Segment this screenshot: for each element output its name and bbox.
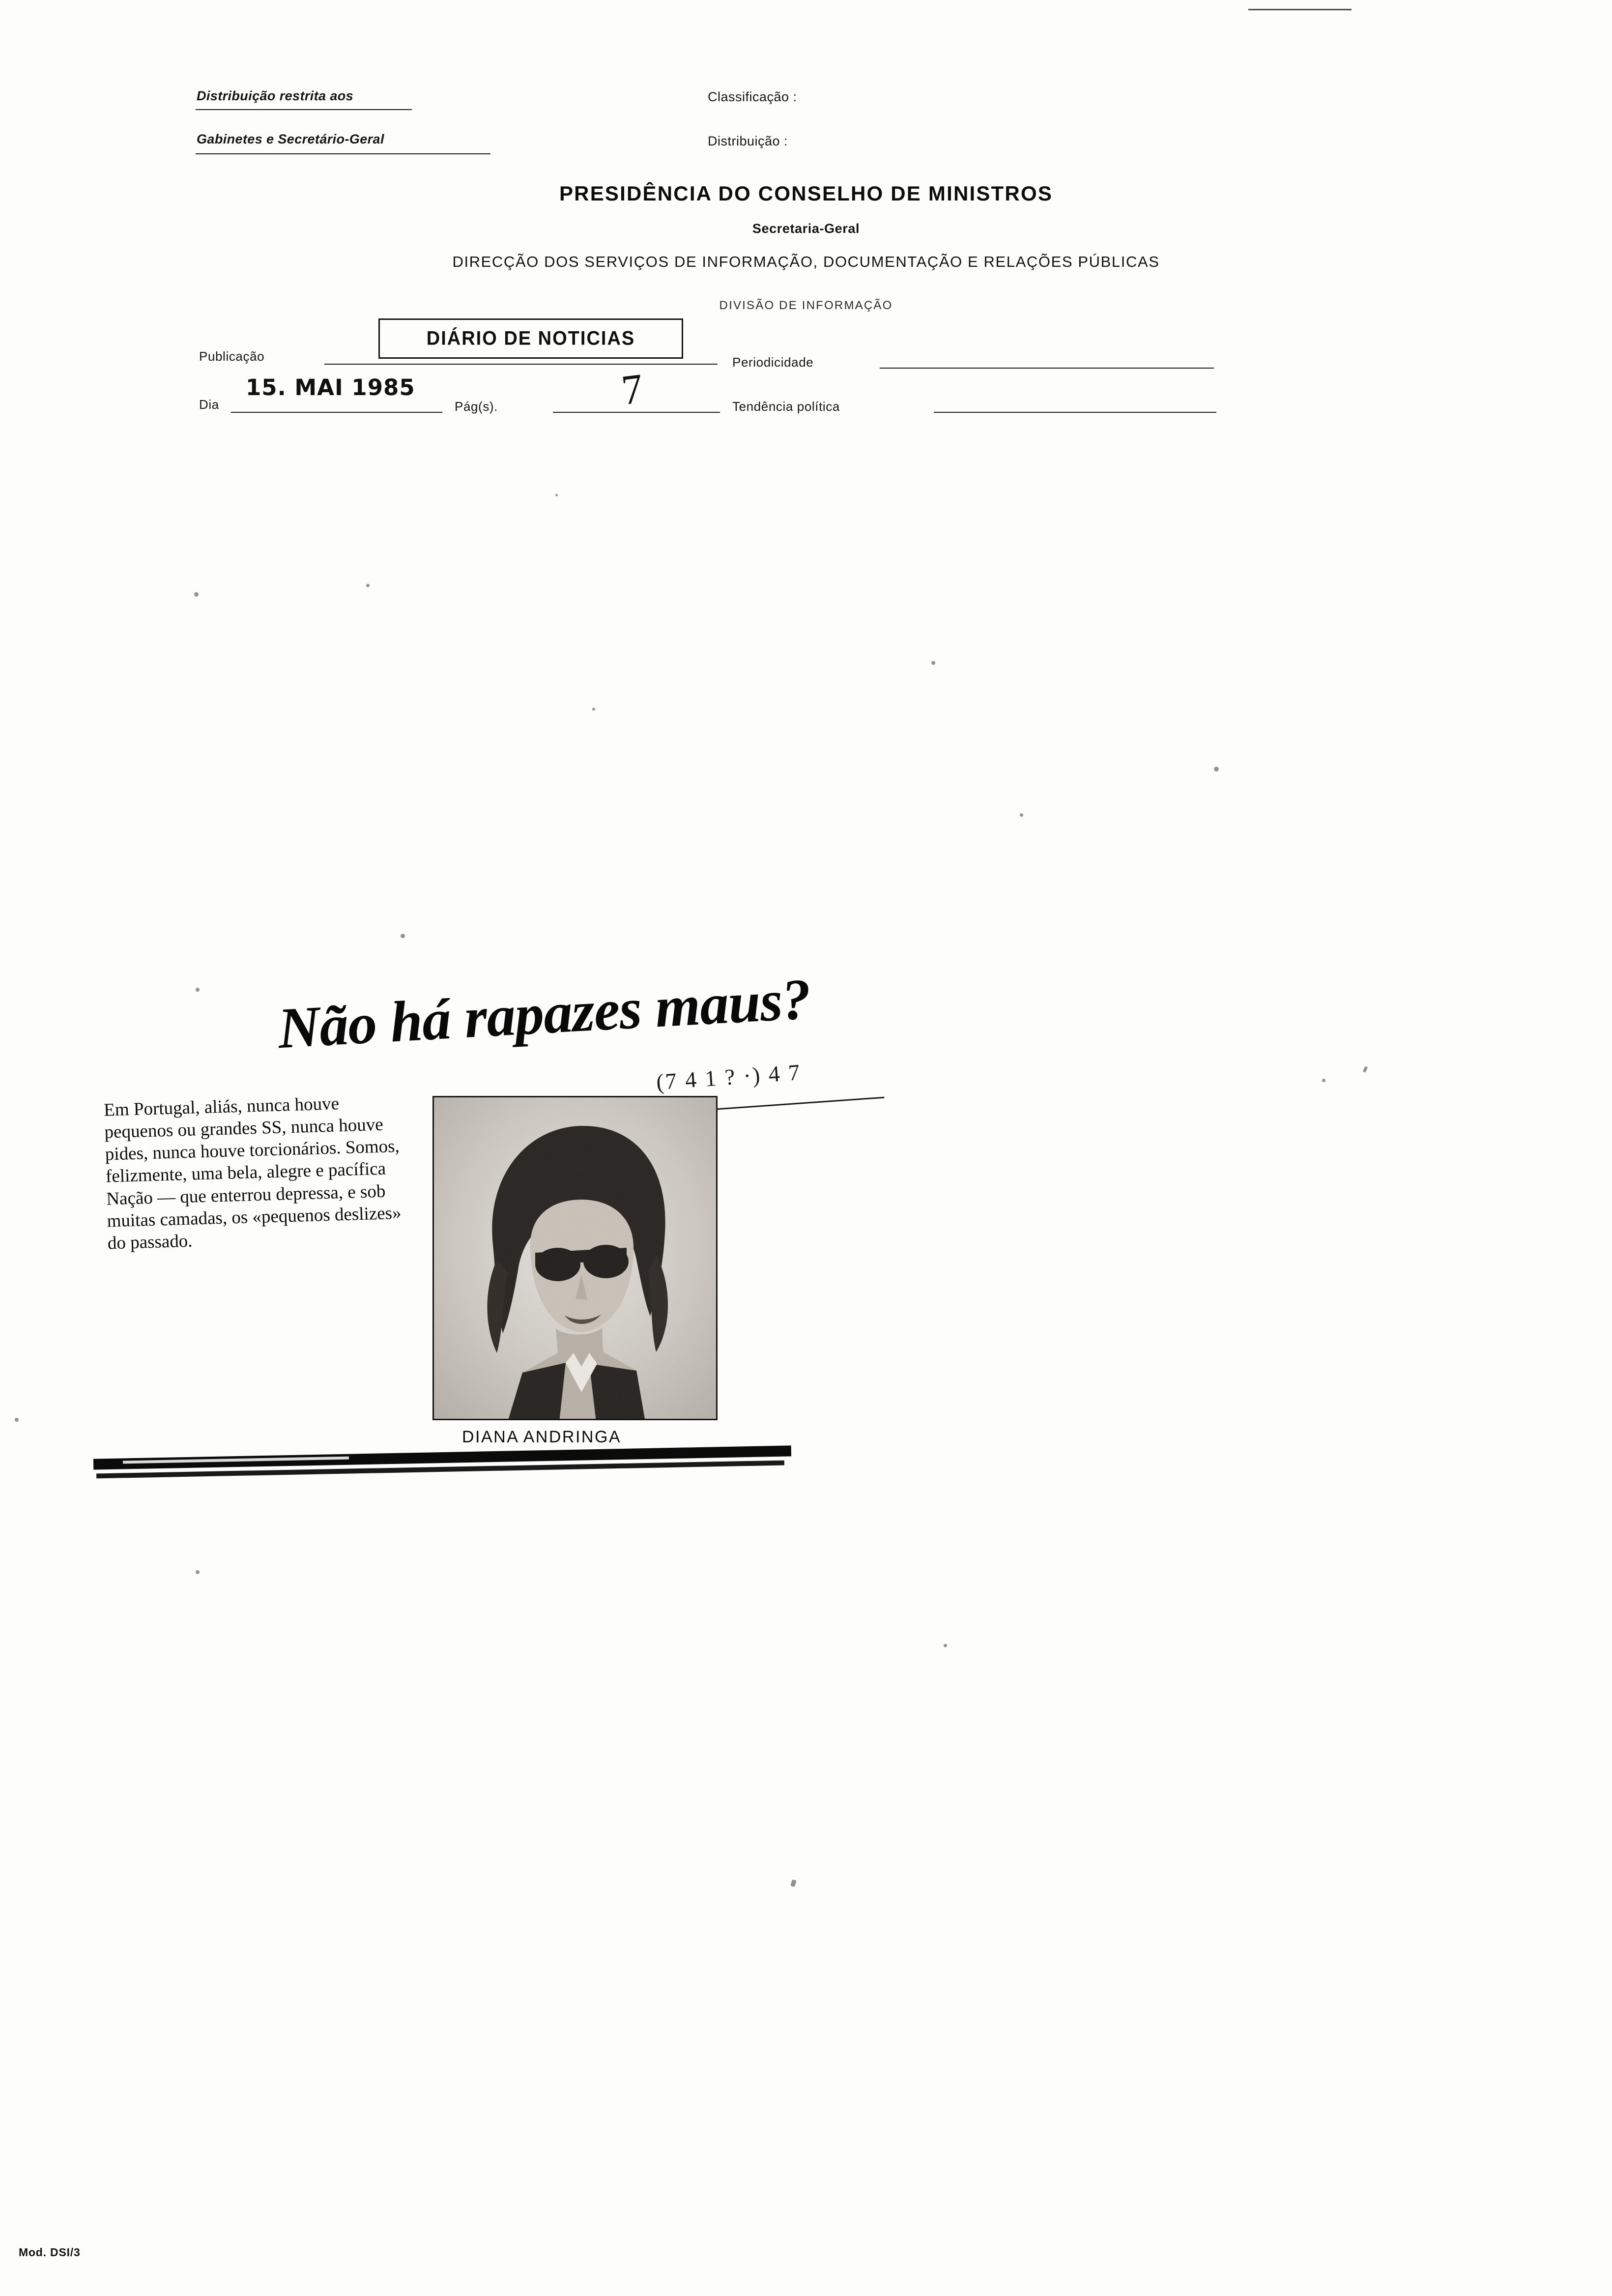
scan-speck	[196, 1570, 200, 1574]
dia-rule	[231, 412, 442, 413]
organization-division: DIVISÃO DE INFORMAÇÃO	[719, 299, 893, 312]
scan-speck	[790, 1879, 797, 1887]
scan-speck	[366, 584, 370, 587]
tendencia-label: Tendência política	[732, 399, 840, 414]
scan-speck	[15, 1418, 19, 1422]
scan-speck	[592, 708, 595, 711]
publicacao-rule	[324, 364, 718, 365]
scan-speck	[194, 592, 199, 597]
periodicidade-label: Periodicidade	[732, 355, 814, 370]
pags-label: Pág(s).	[455, 399, 498, 414]
periodicidade-rule	[880, 368, 1214, 369]
portrait-photo-graphic	[434, 1097, 718, 1420]
article-lede-paragraph: Em Portugal, aliás, nunca houve pequenos ou grandes SS, nunca houve pides, nunca houve torcionários. Somos, felizmente, uma bela, alegre e pacífica Nação — que enterrou depressa, e sob muitas camadas, os «pequenos deslizes» do passado.	[103, 1093, 402, 1254]
photo-caption: DIANA ANDRINGA	[462, 1428, 622, 1446]
classificacao-label: Classificação :	[708, 89, 797, 104]
scan-edge-mark	[1248, 9, 1352, 10]
dia-label: Dia	[199, 397, 219, 412]
form-model-code: Mod. DSI/3	[19, 2246, 81, 2259]
distribution-underline-2	[196, 153, 490, 154]
scan-speck	[401, 934, 405, 938]
scan-speck	[931, 661, 935, 665]
distribution-underline-1	[196, 109, 412, 110]
tendencia-rule	[934, 412, 1216, 413]
organization-title: PRESIDÊNCIA DO CONSELHO DE MINISTROS	[559, 182, 1053, 205]
scan-speck	[1214, 767, 1219, 772]
pags-value: 7	[619, 364, 646, 414]
date-stamp-value: 15. MAI 1985	[246, 374, 415, 401]
organization-subtitle: Secretaria-Geral	[752, 221, 860, 236]
publicacao-label: Publicação	[199, 349, 265, 364]
distribution-restriction-line2: Gabinetes e Secretário-Geral	[197, 132, 384, 146]
distribuicao-label: Distribuição :	[708, 134, 788, 148]
article-photo	[432, 1096, 718, 1420]
scan-speck	[1322, 1079, 1325, 1082]
scan-speck	[555, 494, 558, 496]
organization-department: DIRECÇÃO DOS SERVIÇOS DE INFORMAÇÃO, DOCUMENTAÇÃO E RELAÇÕES PÚBLICAS	[452, 253, 1160, 270]
scan-speck	[1363, 1066, 1368, 1072]
scan-speck	[944, 1644, 947, 1647]
publication-stamp-text: DIÁRIO DE NOTICIAS	[426, 327, 635, 349]
scan-speck	[1020, 813, 1023, 817]
article-headline: Não há rapazes maus?	[276, 966, 812, 1061]
publication-stamp	[378, 318, 683, 359]
handwritten-annotation: (7 4 1 ? ·) 4 7	[655, 1059, 802, 1095]
scan-speck	[196, 988, 200, 992]
distribution-restriction-line1: Distribuição restrita aos	[197, 88, 354, 103]
